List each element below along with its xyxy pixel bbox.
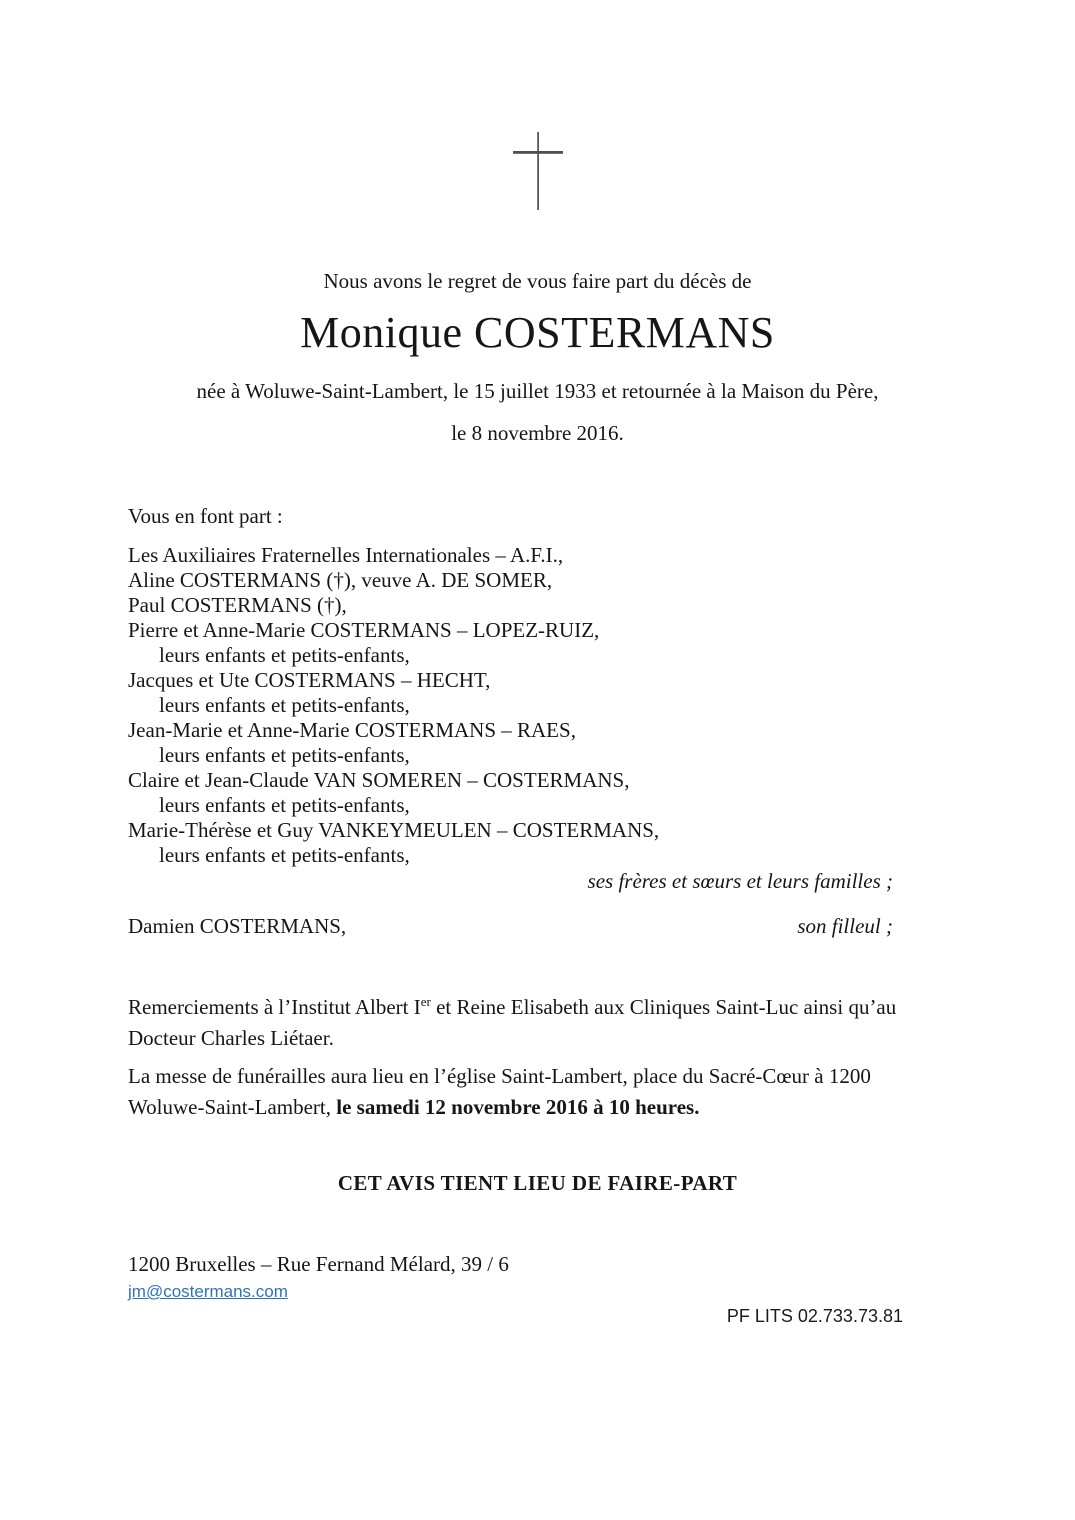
family-line: leurs enfants et petits-enfants, xyxy=(159,743,410,767)
intro-line: Nous avons le regret de vous faire part du décès de xyxy=(323,269,752,293)
family-line: leurs enfants et petits-enfants, xyxy=(159,843,410,867)
family-line: leurs enfants et petits-enfants, xyxy=(159,693,410,717)
funeral-line-2-text: Woluwe-Saint-Lambert, xyxy=(128,1095,337,1119)
godson-note: son filleul ; xyxy=(797,914,893,938)
family-list xyxy=(128,543,659,868)
christian-cross-icon xyxy=(511,132,565,212)
family-line: leurs enfants et petits-enfants, xyxy=(159,643,410,667)
birth-line: née à Woluwe-Saint-Lambert, le 15 juillet 1933 et retournée à la Maison du Père, xyxy=(196,379,879,403)
deceased-name: Monique COSTERMANS xyxy=(300,308,775,357)
death-date-line: le 8 novembre 2016. xyxy=(451,421,624,445)
thanks-line-2: Docteur Charles Liétaer. xyxy=(128,1026,334,1050)
thanks-paragraph xyxy=(128,992,928,1054)
funeral-home-phone: PF LITS 02.733.73.81 xyxy=(726,1306,903,1326)
godson-row xyxy=(128,914,893,939)
funeral-paragraph xyxy=(128,1061,928,1123)
thanks-line-1-text: Remerciements à l’Institut Albert I xyxy=(128,995,421,1019)
funeral-date-bold: le samedi 12 novembre 2016 à 10 heures. xyxy=(336,1095,700,1119)
godson-name: Damien COSTERMANS, xyxy=(128,914,347,938)
email-link[interactable]: jm@costermans.com xyxy=(128,1282,288,1301)
family-line: Pierre et Anne-Marie COSTERMANS – LOPEZ-RUIZ, xyxy=(128,618,600,642)
family-line: Jean-Marie et Anne-Marie COSTERMANS – RAES, xyxy=(128,718,576,742)
family-line: Paul COSTERMANS (†), xyxy=(128,593,347,617)
lead-line: Vous en font part : xyxy=(128,504,283,528)
family-line: Claire et Jean-Claude VAN SOMEREN – COSTERMANS, xyxy=(128,768,630,792)
family-line: Aline COSTERMANS (†), veuve A. DE SOMER, xyxy=(128,568,553,592)
family-line: Jacques et Ute COSTERMANS – HECHT, xyxy=(128,668,491,692)
family-line: Marie-Thérèse et Guy VANKEYMEULEN – COSTERMANS, xyxy=(128,818,660,842)
thanks-line-1-cont: et Reine Elisabeth aux Cliniques Saint-Luc ainsi qu’au xyxy=(430,995,897,1019)
siblings-note: ses frères et sœurs et leurs familles ; xyxy=(587,869,893,893)
address-line: 1200 Bruxelles – Rue Fernand Mélard, 39 / 6 xyxy=(128,1252,509,1276)
thanks-line-1 xyxy=(128,992,928,1023)
email-line xyxy=(128,1282,288,1302)
funeral-line-1: La messe de funérailles aura lieu en l’église Saint-Lambert, place du Sacré-Cœur à 1200 xyxy=(128,1064,871,1088)
family-line: leurs enfants et petits-enfants, xyxy=(159,793,410,817)
ordinal-superscript: er xyxy=(420,994,431,1009)
family-line: Les Auxiliaires Fraternelles Internationales – A.F.I., xyxy=(128,543,564,567)
funeral-line-2 xyxy=(128,1092,928,1123)
notice-line: CET AVIS TIENT LIEU DE FAIRE-PART xyxy=(337,1171,738,1195)
